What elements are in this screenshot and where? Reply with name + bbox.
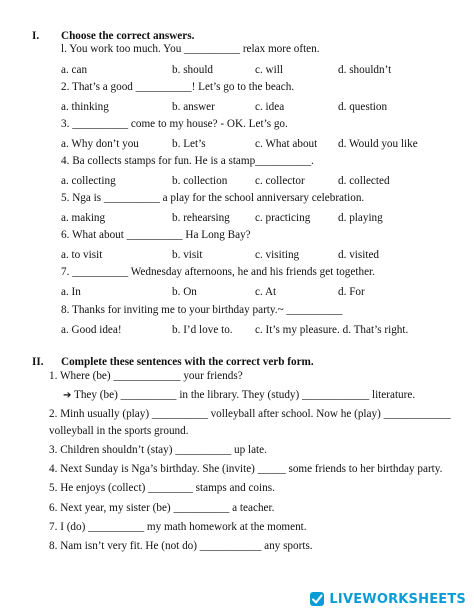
question-5-option-c: c. practicing	[255, 212, 311, 224]
question-4-stem: 4. Ba collects stamps for fun. He is a stamp__________.	[61, 155, 314, 167]
question-3-option-a: a. Why don’t you	[61, 138, 139, 150]
question-2-option-b: b. answer	[172, 101, 215, 113]
question-4-option-c: c. collector	[255, 175, 305, 187]
question-1-option-b: b. should	[172, 64, 214, 76]
question-1-option-a: a. can	[61, 64, 88, 76]
question-5-stem: 5. Nga is __________ a play for the school anniversary celebration.	[61, 192, 365, 204]
question-7-option-d: d. For	[338, 286, 365, 298]
section-1-numeral: I.	[32, 30, 40, 42]
exercise-2-line-3: 2. Minh usually (play) __________ volleyball after school. Now he (play) ____________	[49, 408, 451, 420]
question-5-option-b: b. rehearsing	[172, 212, 230, 224]
question-8-option-c: c. It’s my pleasure. d. That’s right.	[255, 324, 409, 336]
question-8-stem: 8. Thanks for inviting me to your birthday party.~ __________	[61, 304, 343, 316]
question-6-option-b: b. visit	[172, 249, 203, 261]
liveworksheets-logo-text: LIVEWORKSHEETS	[329, 591, 466, 607]
exercise-2-line-6: 4. Next Sunday is Nga’s birthday. She (invite) _____ some friends to her birthday party.	[49, 463, 443, 475]
question-6-option-a: a. to visit	[61, 249, 103, 261]
exercise-2-line-9: 7. I (do) __________ my math homework at the moment.	[49, 521, 307, 533]
exercise-2-line-1: 1. Where (be) ____________ your friends?	[49, 370, 243, 382]
question-6-option-d: d. visited	[338, 249, 380, 261]
question-5-option-d: d. playing	[338, 212, 383, 224]
question-3-option-c: c. What about	[255, 138, 318, 150]
exercise-2-line-4: volleyball in the sports ground.	[49, 425, 189, 437]
section-1-heading: Choose the correct answers.	[61, 30, 195, 42]
exercise-2-line-2-wrap	[63, 389, 415, 402]
question-2-stem: 2. That’s a good __________! Let’s go to the beach.	[61, 81, 295, 93]
question-4-option-d: d. collected	[338, 175, 390, 187]
question-3-option-d: d. Would you like	[338, 138, 418, 150]
question-1-stem: l. You work too much. You __________ relax more often.	[61, 43, 320, 55]
arrow-right-icon: ➔	[63, 390, 72, 401]
question-4-option-a: a. collecting	[61, 175, 116, 187]
liveworksheets-logo	[309, 590, 466, 608]
question-4-option-b: b. collection	[172, 175, 228, 187]
question-7-option-c: c. At	[255, 286, 277, 298]
exercise-2-line-7: 5. He enjoys (collect) ________ stamps and coins.	[49, 482, 275, 494]
question-7-stem: 7. __________ Wednesday afternoons, he and his friends get together.	[61, 266, 375, 278]
question-8-option-b: b. I’d love to.	[172, 324, 233, 336]
exercise-2-line-10: 8. Nam isn’t very fit. He (not do) ___________ any sports.	[49, 540, 313, 552]
section-2-heading: Complete these sentences with the correct verb form.	[61, 356, 314, 368]
question-1-option-c: c. will	[255, 64, 283, 76]
question-2-option-a: a. thinking	[61, 101, 109, 113]
question-7-option-b: b. On	[172, 286, 197, 298]
question-6-stem: 6. What about __________ Ha Long Bay?	[61, 229, 251, 241]
question-7-option-a: a. In	[61, 286, 81, 298]
question-3-option-b: b. Let’s	[172, 138, 206, 150]
exercise-2-line-5: 3. Children shouldn’t (stay) __________ up late.	[49, 444, 267, 456]
section-2-numeral: II.	[32, 356, 44, 368]
question-2-option-d: d. question	[338, 101, 388, 113]
exercise-2-line-8: 6. Next year, my sister (be) __________ a teacher.	[49, 502, 275, 514]
question-1-option-d: d. shouldn’t	[338, 64, 392, 76]
liveworksheets-logo-icon	[309, 591, 325, 607]
exercise-2-line-2: They (be) __________ in the library. They (study) ____________ literature.	[74, 389, 416, 401]
question-5-option-a: a. making	[61, 212, 106, 224]
question-8-option-a: a. Good idea!	[61, 324, 122, 336]
question-3-stem: 3. __________ come to my house? - OK. Let’s go.	[61, 118, 288, 130]
question-2-option-c: c. idea	[255, 101, 285, 113]
question-6-option-c: c. visiting	[255, 249, 300, 261]
